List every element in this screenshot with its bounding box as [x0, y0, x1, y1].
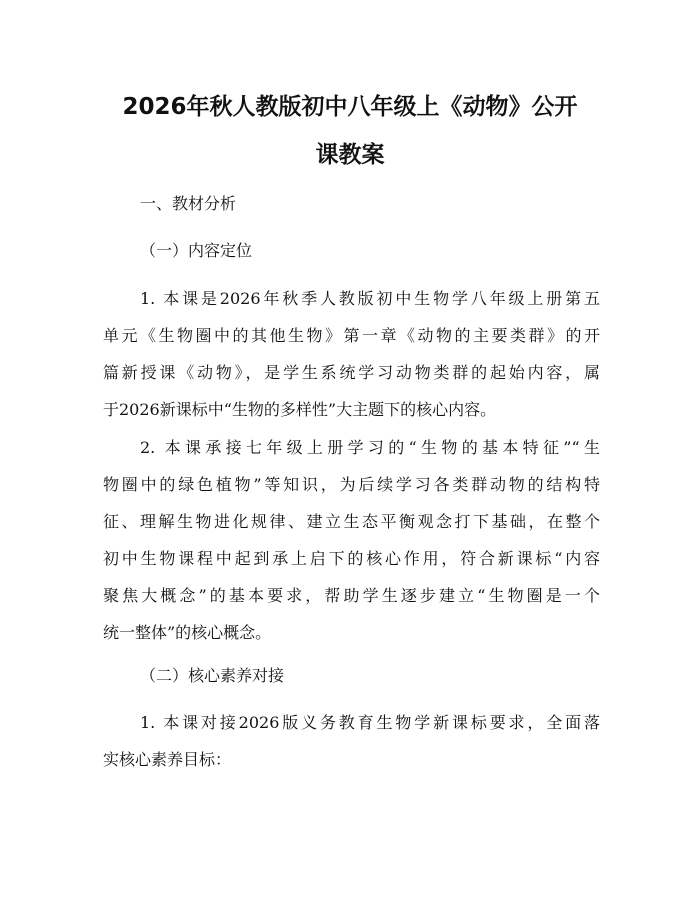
paragraph-line: 统一整体”的核心概念。 [103, 623, 272, 642]
paragraph-line: 实核心素养目标： [103, 750, 232, 769]
paragraph-line: 1. 本课对接2026版义务教育生物学新课标要求，全面落 [140, 713, 600, 732]
paragraph-3 [103, 712, 600, 786]
paragraph-line: 征、理解生物进化规律、建立生态平衡观念打下基础，在整个 [103, 512, 600, 531]
paragraph-line: 于2026新课标中“生物的多样性”大主题下的核心内容。 [103, 400, 497, 419]
paragraph-line: 物圈中的绿色植物”等知识，为后续学习各类群动物的结构特 [103, 475, 600, 494]
paragraph-line: 2. 本课承接七年级上册学习的“生物的基本特征”“生 [140, 438, 600, 457]
paragraph-line: 初中生物课程中起到承上启下的核心作用，符合新课标“内容 [103, 549, 600, 568]
subsection-heading-content-positioning: （一）内容定位 [140, 241, 253, 260]
paragraph-line: 单元《生物圈中的其他生物》第一章《动物的主要类群》的开 [103, 326, 600, 345]
document-title-line-1: 2026年秋人教版初中八年级上《动物》公开 [122, 94, 578, 120]
section-heading-teaching-material-analysis: 一、教材分析 [140, 194, 237, 213]
paragraph-line: 篇新授课《动物》，是学生系统学习动物类群的起始内容，属 [103, 363, 600, 382]
paragraph-line: 聚焦大概念”的基本要求，帮助学生逐步建立“生物圈是一个 [103, 586, 600, 605]
document-title-line-2: 课教案 [315, 142, 385, 168]
paragraph-2 [103, 437, 600, 659]
subsection-heading-core-literacy: （二）核心素养对接 [140, 666, 285, 685]
paragraph-1 [103, 288, 600, 436]
paragraph-line: 1. 本课是2026年秋季人教版初中生物学八年级上册第五 [140, 289, 600, 308]
